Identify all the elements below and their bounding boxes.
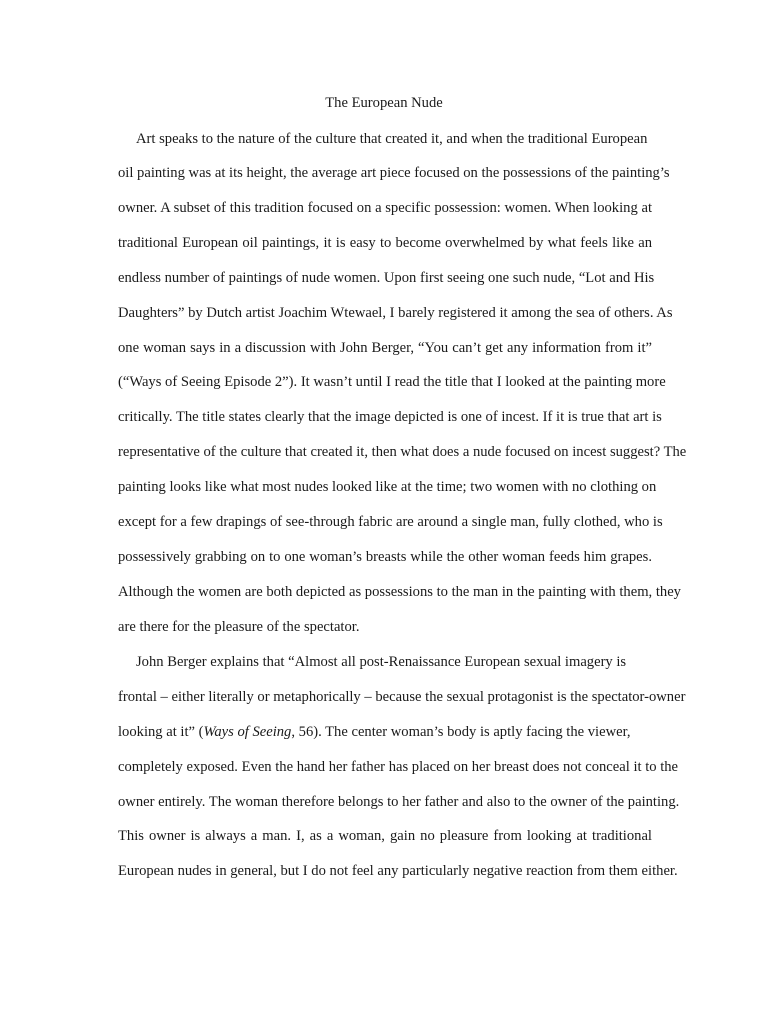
paragraph-2-line-3 [118, 722, 652, 742]
paragraph-1-line-10: representative of the culture that created it, then what does a nude focused on incest suggest? The [118, 444, 687, 460]
paragraph-2-line-7: European nudes in general, but I do not feel any particularly negative reaction from them either. [118, 863, 678, 879]
book-title-italic: Ways of Seeing [203, 724, 292, 740]
paragraph-1-line-13: possessively grabbing on to one woman’s breasts while the other woman feeds him grapes. [118, 549, 652, 565]
paragraph-2-line-1: John Berger explains that “Almost all post-Renaissance European sexual imagery is [136, 654, 627, 670]
paragraph-2-line-5: owner entirely. The woman therefore belongs to her father and also to the owner of the painting. [118, 794, 680, 810]
paragraph-1-line-3: owner. A subset of this tradition focused on a specific possession: women. When looking at [118, 200, 652, 216]
paragraph-1-line-5: endless number of paintings of nude women. Upon first seeing one such nude, “Lot and His [118, 270, 655, 286]
document-title: The European Nude [325, 95, 443, 111]
paragraph-2-line-2: frontal – either literally or metaphorically – because the sexual protagonist is the spectator-owner [118, 689, 686, 705]
paragraph-1-line-12: except for a few drapings of see-through fabric are around a single man, fully clothed, who is [118, 514, 663, 530]
paragraph-1-line-1: Art speaks to the nature of the culture that created it, and when the traditional European [136, 131, 648, 147]
paragraph-1-line-2: oil painting was at its height, the average art piece focused on the possessions of the painting’s [118, 165, 670, 181]
paragraph-2-line-4: completely exposed. Even the hand her father has placed on her breast does not conceal it to the [118, 759, 679, 775]
paragraph-1-line-14: Although the women are both depicted as possessions to the man in the painting with them, they [118, 584, 681, 600]
paragraph-1-line-9: critically. The title states clearly that the image depicted is one of incest. If it is true that art is [118, 409, 662, 425]
paragraph-1-line-7: one woman says in a discussion with John Berger, “You can’t get any information from it” [118, 340, 652, 356]
paragraph-1-line-4: traditional European oil paintings, it is easy to become overwhelmed by what feels like an [118, 235, 652, 251]
paragraph-1-line-15: are there for the pleasure of the spectator. [118, 619, 360, 635]
paragraph-1-line-11: painting looks like what most nudes looked like at the time; two women with no clothing on [118, 479, 657, 495]
paragraph-1-line-8: (“Ways of Seeing Episode 2”). It wasn’t until I read the title that I looked at the painting more [118, 374, 666, 390]
paragraph-2-line-3-start: looking at it” ( [118, 724, 204, 740]
paragraph-1-line-6: Daughters” by Dutch artist Joachim Wtewael, I barely registered it among the sea of others. As [118, 305, 673, 321]
paragraph-2-line-3-end: , 56). The center woman’s body is aptly facing the viewer, [291, 724, 631, 740]
paragraph-2-line-6: This owner is always a man. I, as a woman, gain no pleasure from looking at traditional [118, 828, 652, 844]
